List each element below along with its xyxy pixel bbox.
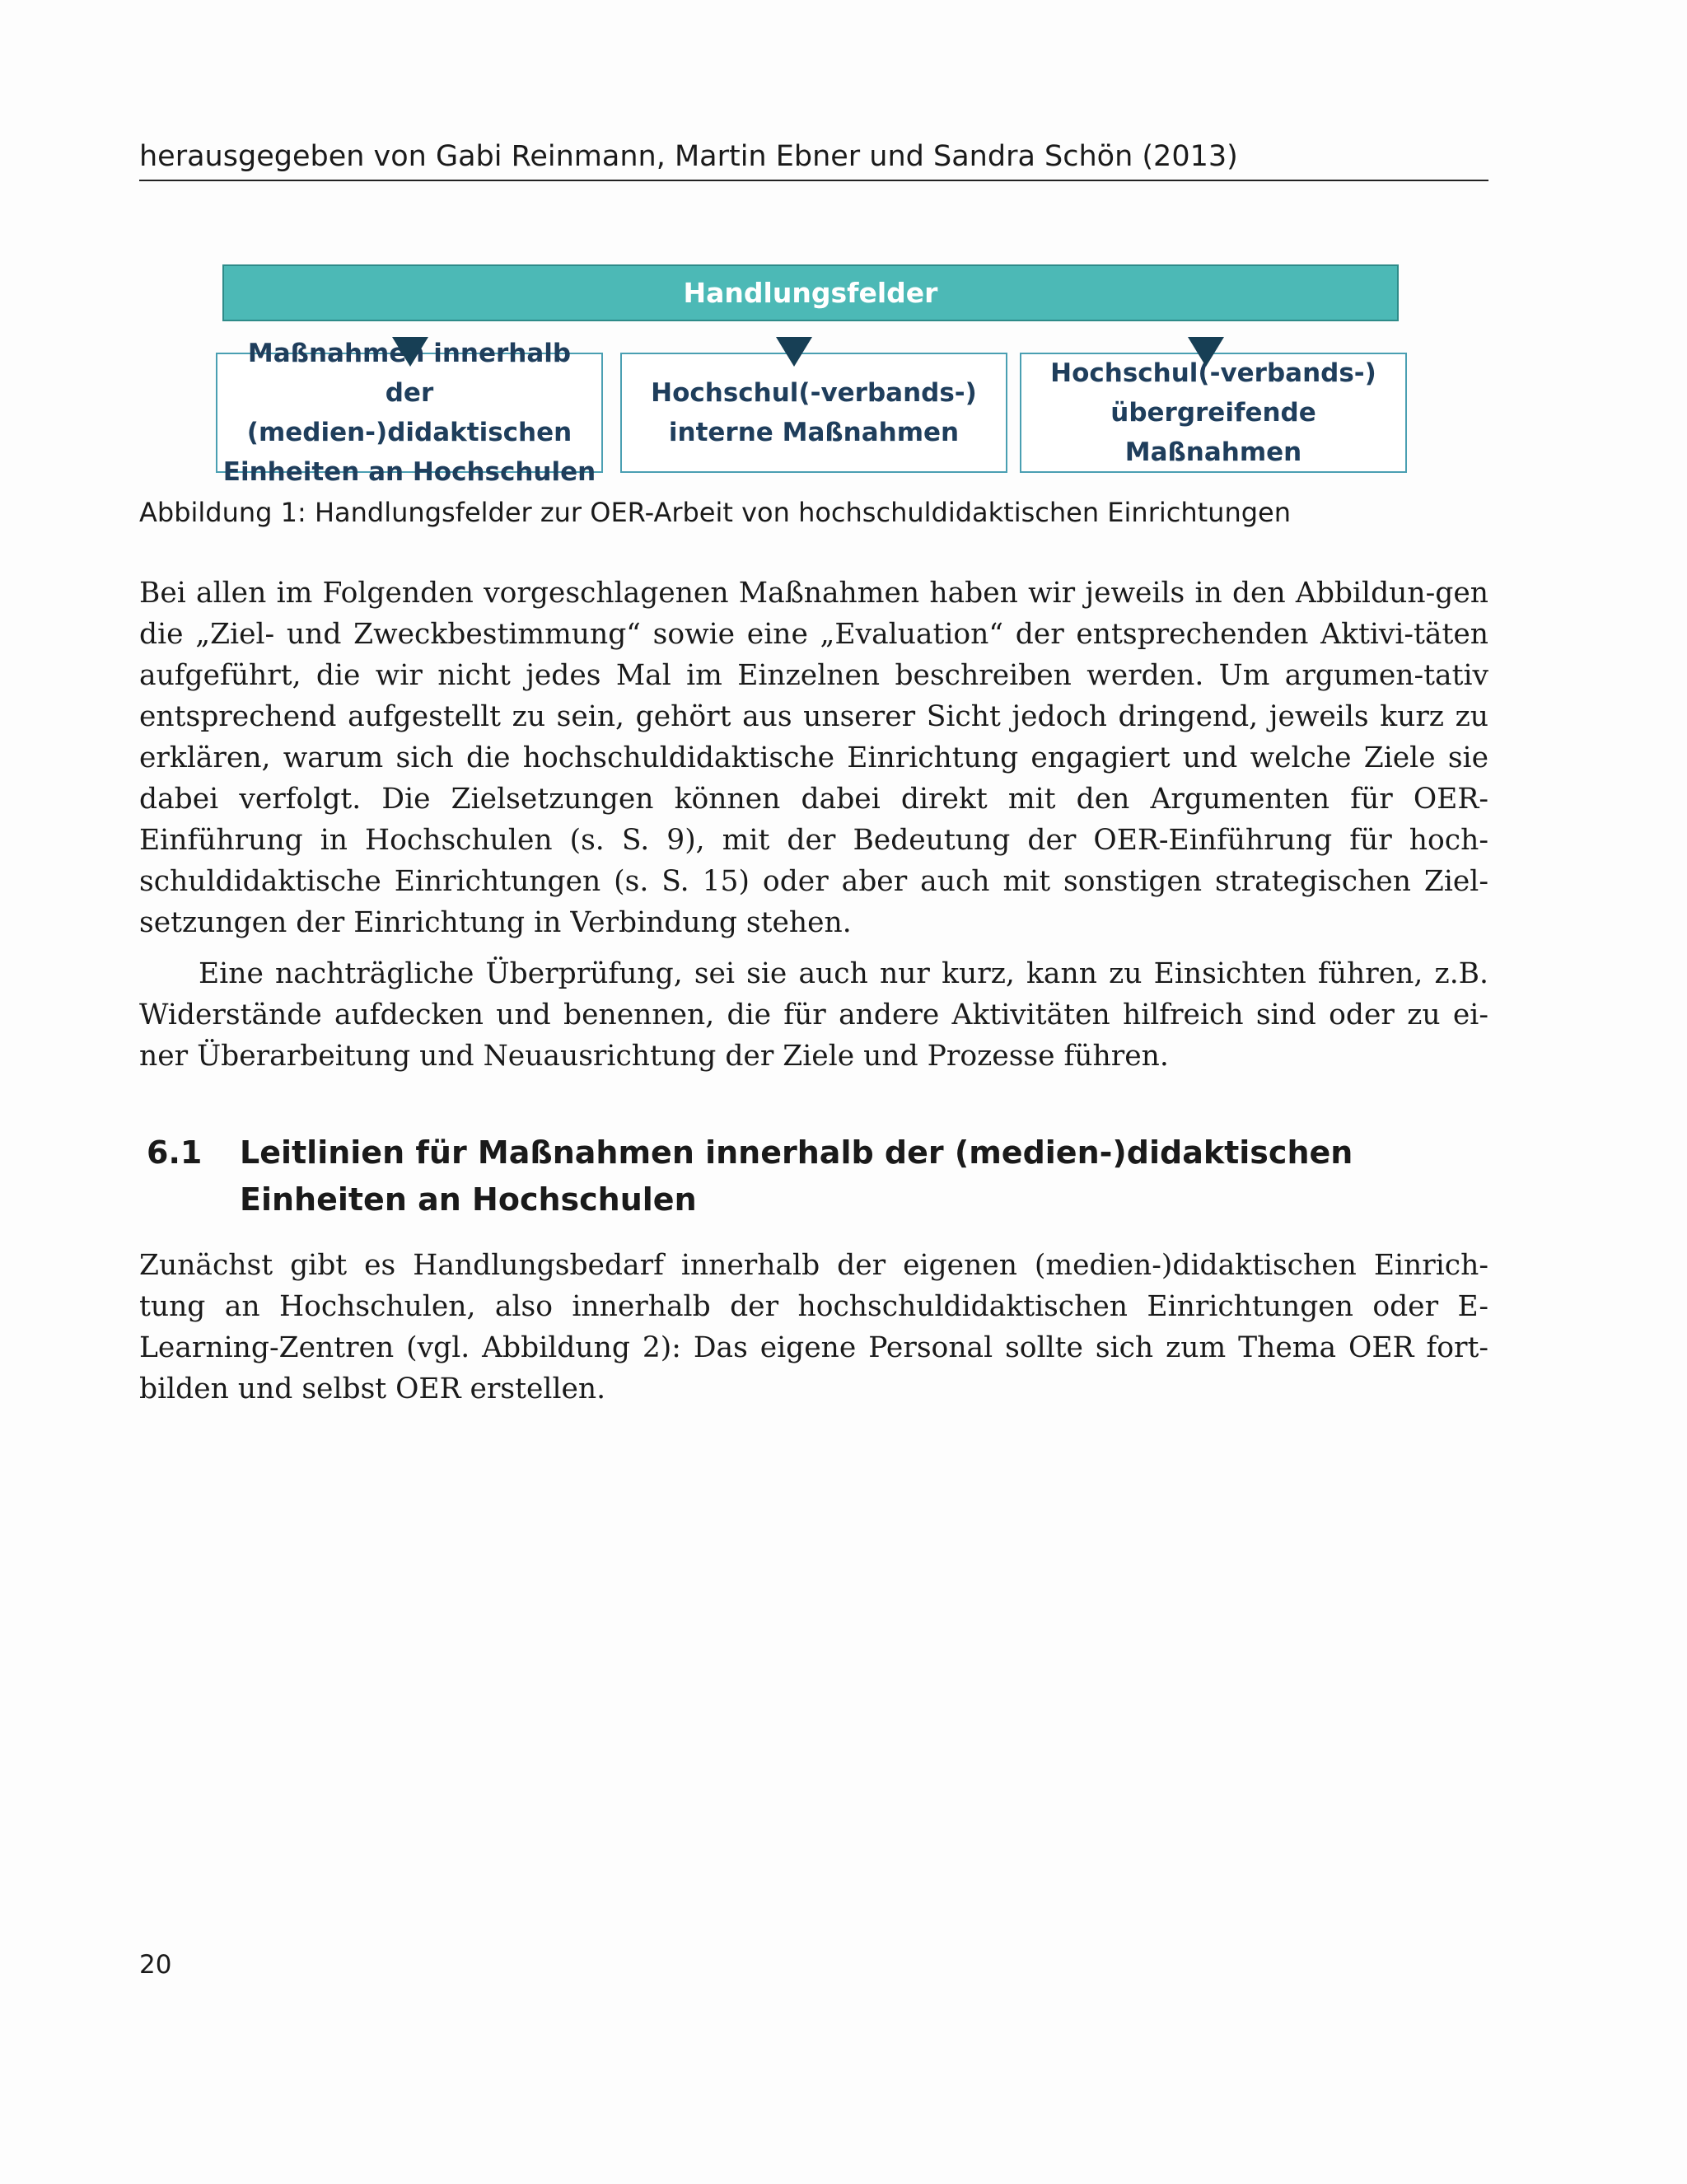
arrow-down-icon [392, 337, 428, 367]
field-box-uebergreifende-massnahmen: Hochschul(-verbands-) übergreifende Maßnahmen [1020, 353, 1407, 473]
page-number: 20 [139, 1950, 172, 1980]
figure-handlungsfelder [0, 0, 1687, 544]
paragraph: Bei allen im Folgenden vorgeschlagenen Maßnahmen haben wir jeweils in den Abbildun-gen die „Ziel- und Zweckbestimmung“ sowie eine „Evaluation“ der entsprechenden Aktivi-täten aufgeführt, die wir nicht jedes Mal im Einzelnen beschreiben werden. Um argumen-tativ entsprechend aufgestellt zu sein, gehört aus unserer Sicht jedoch dringend, jeweils kurz zu erklären, warum sich die hochschuldidaktische Einrichtung engagiert und welche Ziele sie dabei verfolgt. Die Zielsetzungen können dabei direkt mit den Argumenten für OER-Einführung in Hochschulen (s. S. 9), mit der Bedeutung der OER-Einführung für hoch-schuldidaktische Einrichtungen (s. S. 15) oder aber auch mit sonstigen strategischen Ziel-setzungen der Einrichtung in Verbindung stehen. [139, 577, 1488, 939]
figure-banner: Handlungsfelder [222, 264, 1399, 321]
section-title: Leitlinien für Maßnahmen innerhalb der (medien-)didaktischen Einheiten an Hochschulen [240, 1134, 1353, 1218]
figure-caption: Abbildung 1: Handlungsfelder zur OER-Arbeit von hochschuldidaktischen Einrichtungen [139, 497, 1291, 528]
arrow-down-icon [776, 337, 812, 367]
running-header: herausgegeben von Gabi Reinmann, Martin Ebner und Sandra Schön (2013) [139, 137, 1488, 181]
field-box-didaktische-einheiten: Maßnahmen innerhalb der (medien-)didaktischen Einheiten an Hochschulen [216, 353, 603, 473]
section-number: 6.1 [147, 1134, 203, 1171]
paragraph: Zunächst gibt es Handlungsbedarf innerhalb der eigenen (medien-)didaktischen Einrich-tung an Hochschulen, also innerhalb der hochschuldidaktischen Einrichtungen oder E-Learning-Zentren (vgl. Abbildung 2): Das eigene Personal sollte sich zum Thema OER fort-bilden und selbst OER erstellen. [139, 1249, 1488, 1405]
field-box-interne-massnahmen: Hochschul(-verbands-) interne Maßnahmen [620, 353, 1007, 473]
section-heading [147, 1129, 1489, 1223]
arrow-down-icon [1188, 337, 1224, 367]
paragraph: Eine nachträgliche Überprüfung, sei sie auch nur kurz, kann zu Einsichten führen, z.B. Widerstände aufdecken und benennen, die für andere Aktivitäten hilfreich sind oder zu ei-ner Überarbeitung und Neuausrichtung der Ziele und Prozesse führen. [139, 957, 1488, 1073]
